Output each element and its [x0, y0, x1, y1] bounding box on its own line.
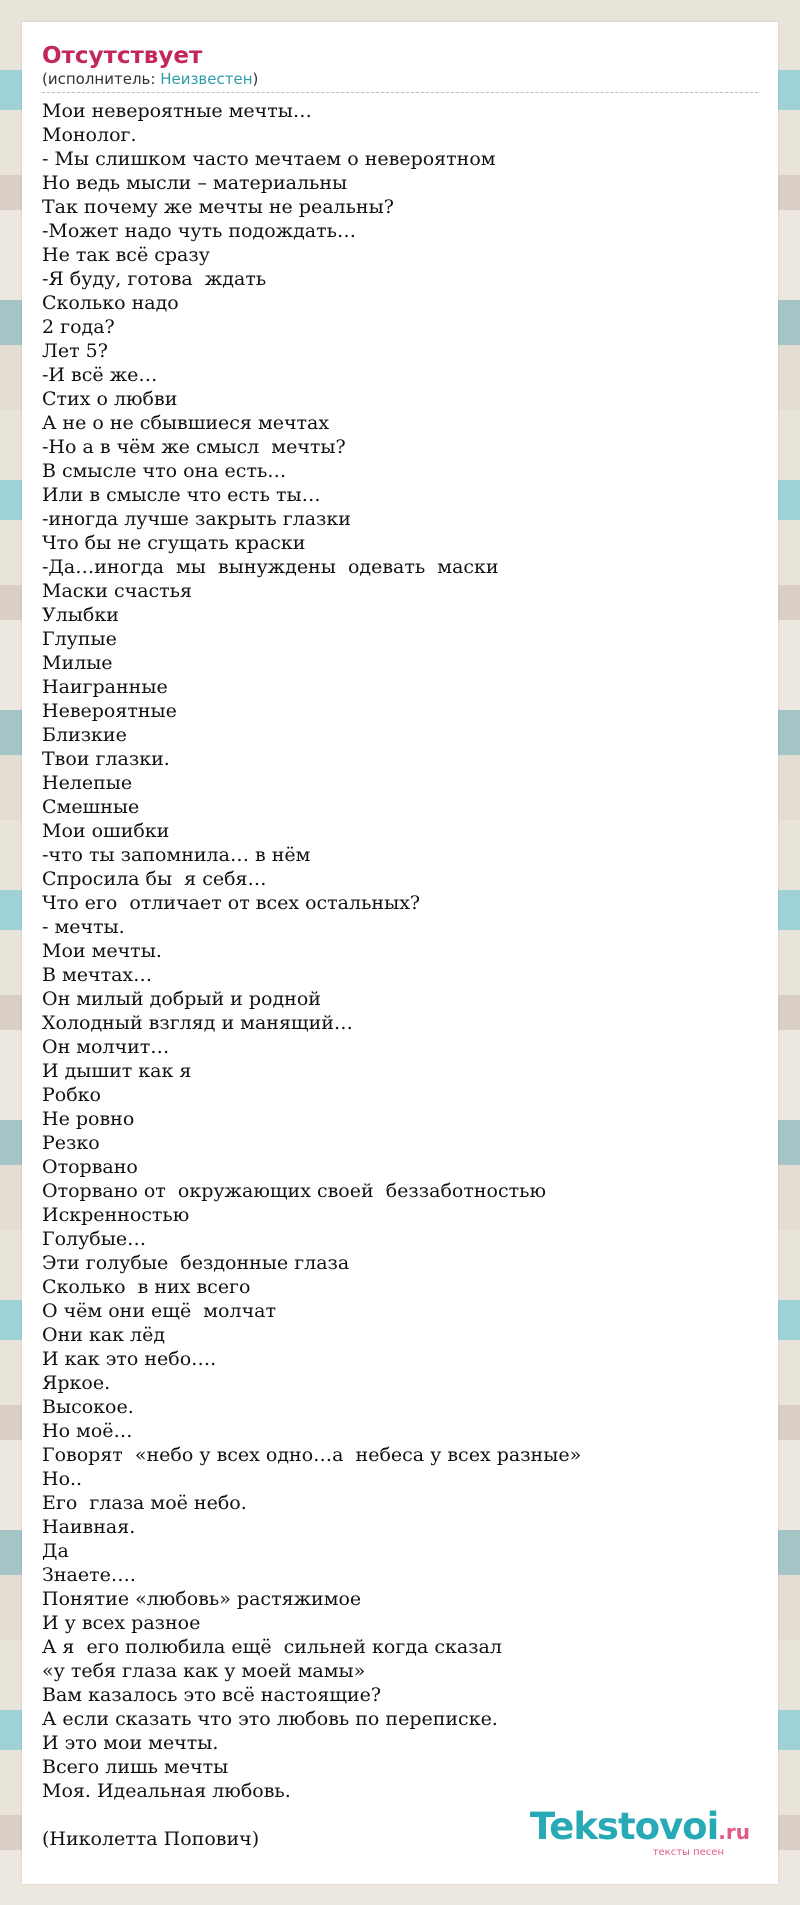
lyrics-line: Смешные: [42, 796, 140, 818]
lyrics-line: Лет 5?: [42, 340, 108, 362]
lyrics-line: И как это небо….: [42, 1348, 217, 1370]
lyrics-line: 2 года?: [42, 316, 115, 338]
lyrics-line: -что ты запомнила… в нём: [42, 844, 311, 866]
lyrics-line: Он милый добрый и родной: [42, 988, 321, 1010]
lyrics-line: Стих о любви: [42, 388, 178, 410]
lyrics-line: -И всё же…: [42, 364, 158, 386]
lyrics-line: Голубые…: [42, 1228, 147, 1250]
lyrics-line: «у тебя глаза как у моей мамы»: [42, 1660, 366, 1682]
logo-text: Tekstovoi: [529, 1805, 719, 1848]
performer-prefix: (исполнитель:: [42, 70, 161, 88]
site-logo[interactable]: [529, 1805, 750, 1858]
lyrics-line: Сколько в них всего: [42, 1276, 251, 1298]
lyrics-line: -Может надо чуть подождать…: [42, 220, 356, 242]
lyrics-line: Что его отличает от всех остальных?: [42, 892, 421, 914]
lyrics-line: Глупые: [42, 628, 117, 650]
lyrics-line: Он молчит…: [42, 1036, 170, 1058]
lyrics-line: Высокое.: [42, 1396, 134, 1418]
lyrics-line: Невероятные: [42, 700, 177, 722]
lyrics-line: И у всех разное: [42, 1612, 201, 1634]
lyrics-line: Вам казалось это всё настоящие?: [42, 1684, 382, 1706]
lyrics-line: Они как лёд: [42, 1324, 166, 1346]
lyrics-line: Наигранные: [42, 676, 168, 698]
lyrics-line: Оторвано: [42, 1156, 138, 1178]
lyrics-line: Близкие: [42, 724, 127, 746]
lyrics-line: Маски счастья: [42, 580, 193, 602]
performer-suffix: ): [252, 70, 259, 88]
lyrics-line: Так почему же мечты не реальны?: [42, 196, 394, 218]
performer-line: [42, 70, 758, 93]
lyrics-line: Не так всё сразу: [42, 244, 210, 266]
lyrics-line: Всего лишь мечты: [42, 1756, 229, 1778]
lyrics-line: Наивная.: [42, 1516, 136, 1538]
lyrics-line: Да: [42, 1540, 69, 1562]
lyrics-line: О чём они ещё молчат: [42, 1300, 276, 1322]
lyrics-line: Улыбки: [42, 604, 119, 626]
lyrics-line: И дышит как я: [42, 1060, 192, 1082]
lyrics-card: [22, 22, 778, 1884]
lyrics-line: А не о не сбывшиеся мечтах: [42, 412, 330, 434]
lyrics-line: Робко: [42, 1084, 101, 1106]
lyrics-line: Знаете….: [42, 1564, 136, 1586]
song-title: Отсутствует: [42, 43, 203, 69]
lyrics-line: Понятие «любовь» растяжимое: [42, 1588, 362, 1610]
lyrics-line: Спросила бы я себя…: [42, 868, 267, 890]
performer-link[interactable]: Неизвестен: [160, 70, 253, 88]
lyrics-line: А я его полюбила ещё сильней когда сказал: [42, 1636, 502, 1658]
lyrics-line: Его глаза моё небо.: [42, 1492, 247, 1514]
lyrics-line: Говорят «небо у всех одно…а небеса у всех разные»: [42, 1444, 582, 1466]
lyrics-line: Нелепые: [42, 772, 133, 794]
lyrics-line: Мои невероятные мечты…: [42, 100, 312, 122]
lyrics-line: -Я буду, готова ждать: [42, 268, 267, 290]
lyrics-line: Монолог.: [42, 124, 137, 146]
lyrics-line: Эти голубые бездонные глаза: [42, 1252, 350, 1274]
lyrics-line: В мечтах…: [42, 964, 153, 986]
lyrics-line: Милые: [42, 652, 113, 674]
lyrics-author: (Николетта Попович): [42, 1828, 260, 1850]
lyrics-line: И это мои мечты.: [42, 1732, 219, 1754]
lyrics-line: В смысле что она есть…: [42, 460, 287, 482]
lyrics-line: - Мы слишком часто мечтаем о невероятном: [42, 148, 496, 170]
lyrics-line: Мои ошибки: [42, 820, 170, 842]
lyrics-line: Яркое.: [42, 1372, 111, 1394]
lyrics-line: Искренностью: [42, 1204, 190, 1226]
lyrics-line: Не ровно: [42, 1108, 135, 1130]
logo-domain: .ru: [718, 1820, 750, 1844]
lyrics-line: -Но а в чём же смысл мечты?: [42, 436, 346, 458]
lyrics-line: Моя. Идеальная любовь.: [42, 1780, 291, 1802]
lyrics-line: Но ведь мысли – материальны: [42, 172, 348, 194]
logo-tagline: тексты песен: [652, 1847, 724, 1858]
lyrics-text: [42, 99, 758, 1803]
lyrics-line: Холодный взгляд и манящий…: [42, 1012, 353, 1034]
lyrics-line: - мечты.: [42, 916, 125, 938]
lyrics-line: Или в смысле что есть ты…: [42, 484, 321, 506]
lyrics-line: Твои глазки.: [42, 748, 170, 770]
lyrics-line: Но моё…: [42, 1420, 133, 1442]
lyrics-line: Оторвано от окружающих своей беззаботностью: [42, 1180, 547, 1202]
lyrics-line: Что бы не сгущать краски: [42, 532, 306, 554]
lyrics-line: Резко: [42, 1132, 100, 1154]
lyrics-line: А если сказать что это любовь по переписке.: [42, 1708, 498, 1730]
lyrics-line: Мои мечты.: [42, 940, 162, 962]
lyrics-line: Но..: [42, 1468, 83, 1490]
lyrics-line: -Да…иногда мы вынуждены одевать маски: [42, 556, 499, 578]
lyrics-line: Сколько надо: [42, 292, 179, 314]
lyrics-line: -иногда лучше закрыть глазки: [42, 508, 351, 530]
